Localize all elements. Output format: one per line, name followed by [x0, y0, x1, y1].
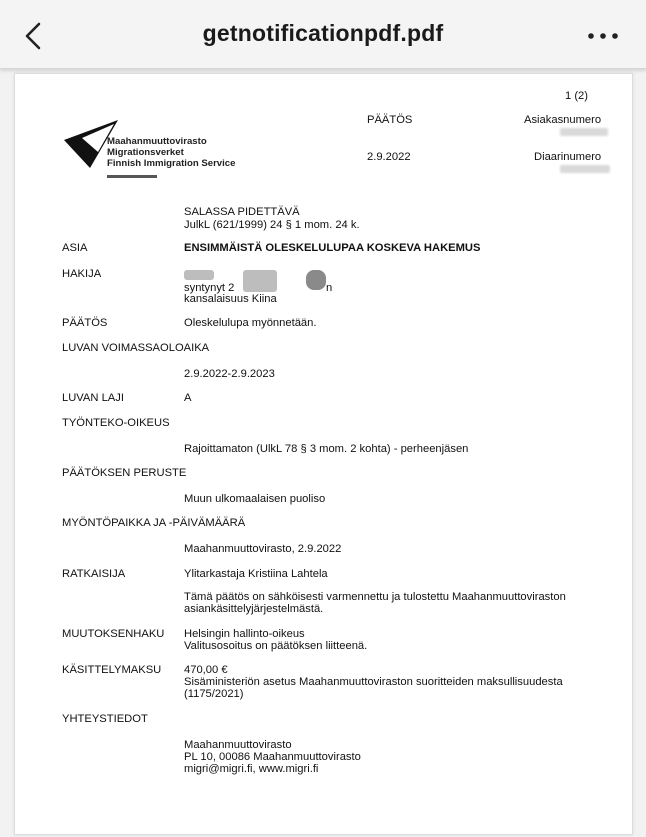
subject-label: ASIA	[62, 242, 88, 254]
contact-line-2: PL 10, 00086 Maahanmuuttovirasto	[184, 751, 361, 763]
place-date-label: MYÖNTÖPAIKKA JA -PÄIVÄMÄÄRÄ	[62, 517, 246, 529]
applicant-born: syntynyt 2	[184, 282, 235, 294]
case-number-label: Asiakasnumero	[524, 114, 602, 126]
grounds-label: PÄÄTÖKSEN PERUSTE	[62, 467, 187, 479]
decider-value: Ylitarkastaja Kristiina Lahtela	[184, 568, 328, 580]
work-right-label: TYÖNTEKO-OIKEUS	[62, 417, 170, 429]
contact-line-1: Maahanmuuttovirasto	[184, 739, 292, 751]
redacted-name-part	[243, 270, 277, 292]
logo-text	[107, 136, 235, 169]
fee-label: KÄSITTELYMAKSU	[62, 664, 162, 676]
header-date: 2.9.2022	[367, 151, 411, 163]
confidential-law: JulkL (621/1999) 24 § 1 mom. 24 k.	[184, 219, 360, 231]
appeal-label: MUUTOKSENHAKU	[62, 628, 165, 640]
contact-line-3: migri@migri.fi, www.migri.fi	[184, 763, 319, 775]
work-right-value: Rajoittamaton (UlkL 78 § 3 mom. 2 kohta) - perheenjäsen	[184, 443, 469, 455]
redacted-diary-number	[560, 165, 610, 173]
logo-line-1: Maahanmuuttovirasto	[107, 136, 207, 147]
decision-label: PÄÄTÖS	[62, 317, 108, 329]
applicant-label: HAKIJA	[62, 268, 102, 280]
applicant-born-tail: n	[326, 282, 333, 294]
decider-note-1: Tämä päätös on sähköisesti varmennettu ja tulostettu Maahanmuuttoviraston	[184, 591, 566, 603]
validity-label: LUVAN VOIMASSAOLOAIKA	[62, 342, 210, 354]
redacted-name-part	[306, 270, 326, 290]
decision-value: Oleskelulupa myönnetään.	[184, 317, 317, 329]
fee-amount: 470,00 €	[184, 664, 228, 676]
redacted-case-number	[560, 128, 608, 136]
diary-number-label: Diaarinumero	[534, 151, 602, 163]
fee-line-1: Sisäministeriön asetus Maahanmuuttoviraston suoritteiden maksullisuudesta	[184, 676, 563, 688]
contact-label: YHTEYSTIEDOT	[62, 713, 148, 725]
redacted-name-part	[184, 270, 214, 280]
fee-line-2: (1175/2021)	[184, 688, 244, 700]
confidential-title: SALASSA PIDETTÄVÄ	[184, 206, 300, 218]
permit-type-value: A	[184, 392, 192, 404]
decider-note-2: asiankäsittelyjärjestelmästä.	[184, 603, 324, 615]
validity-value: 2.9.2022-2.9.2023	[184, 368, 275, 380]
decider-label: RATKAISIJA	[62, 568, 126, 580]
subject-value: ENSIMMÄISTÄ OLESKELULUPAA KOSKEVA HAKEMUS	[184, 242, 481, 254]
permit-type-label: LUVAN LAJI	[62, 392, 124, 404]
header-decision-label: PÄÄTÖS	[367, 114, 413, 126]
document-title: getnotificationpdf.pdf	[202, 20, 444, 46]
top-toolbar	[0, 0, 646, 69]
page-indicator: 1 (2)	[565, 90, 589, 102]
logo-line-2: Migrationsverket	[107, 147, 184, 158]
more-options-icon[interactable]	[585, 26, 621, 46]
pdf-page[interactable]	[14, 73, 633, 835]
logo-line-3: Finnish Immigration Service	[107, 158, 236, 169]
place-date-value: Maahanmuuttovirasto, 2.9.2022	[184, 543, 342, 555]
grounds-value: Muun ulkomaalaisen puoliso	[184, 493, 326, 505]
appeal-line-1: Helsingin hallinto-oikeus	[184, 628, 305, 640]
applicant-nationality: kansalaisuus Kiina	[184, 293, 277, 305]
logo-underline	[107, 175, 157, 178]
appeal-line-2: Valitusosoitus on päätöksen liitteenä.	[184, 640, 368, 652]
